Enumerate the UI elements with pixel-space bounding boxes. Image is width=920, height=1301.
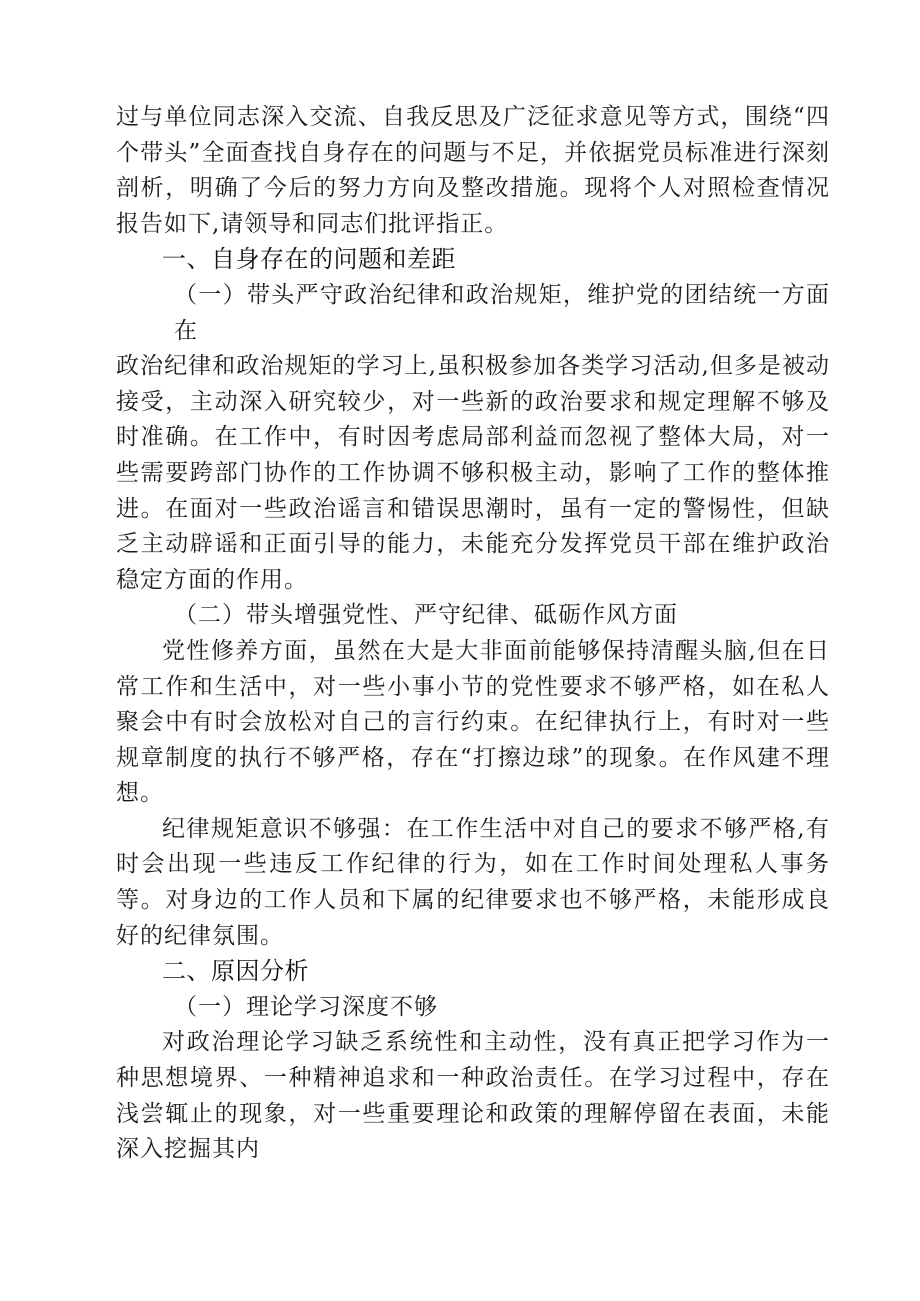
section-heading-causes: 二、原因分析 bbox=[162, 957, 309, 986]
paragraph-theory-study: 对政治理论学习缺乏系统性和主动性，没有真正把学习作为一种思想境界、一种精神追求和一种政治责任。在学习过程中，存在浅尝辄止的现象，对一些重要理论和政策的理解停留在表面，未能深入挖掘其内 bbox=[116, 1029, 830, 1163]
intro-paragraph: 过与单位同志深入交流、自我反思及广泛征求意见等方式，围绕“四个带头”全面查找自身存在的问题与不足，并依据党员标准进行深刻剖析，明确了今后的努力方向及整改措施。现将个人对照检查情况报告如下,请领导和同志们批评指正。 bbox=[116, 104, 830, 237]
paragraph-political-discipline: 政治纪律和政治规矩的学习上,虽积极参加各类学习活动,但多是被动接受，主动深入研究较少，对一些新的政治要求和规定理解不够及时准确。在工作中，有时因考虑局部利益而忽视了整体大局，对一些需要跨部门协作的工作协调不够积极主动，影响了工作的整体推进。在面对一些政治谣言和错误思潮时，虽有一定的警惕性，但缺乏主动辟谣和正面引导的能力，未能充分发挥党员干部在维护政治稳定方面的作用。 bbox=[116, 353, 830, 593]
section-heading-problems: 一、自身存在的问题和差距 bbox=[162, 245, 456, 274]
paragraph-party-spirit: 党性修养方面，虽然在大是大非面前能够保持清醒头脑,但在日常工作和生活中，对一些小事小节的党性要求不够严格，如在私人聚会中有时会放松对自己的言行约束。在纪律执行上，有时对一些规章制度的执行不够严格，存在“打擦边球”的现象。在作风建不理想。 bbox=[116, 637, 830, 807]
subheading-political-discipline: （一）带头严守政治纪律和政治规矩，维护党的团结统一方面在 bbox=[174, 281, 830, 344]
paragraph-discipline-awareness: 纪律规矩意识不够强：在工作生活中对自己的要求不够严格,有时会出现一些违反工作纪律的行为，如在工作时间处理私人事务等。对身边的工作人员和下属的纪律要求也不够严格，未能形成良好的纪律氛围。 bbox=[116, 815, 830, 949]
subheading-theory-study: （一）理论学习深度不够 bbox=[174, 993, 438, 1020]
subheading-party-spirit: （二）带头增强党性、严守纪律、砥砺作风方面 bbox=[174, 602, 678, 629]
document-body bbox=[116, 100, 830, 1168]
